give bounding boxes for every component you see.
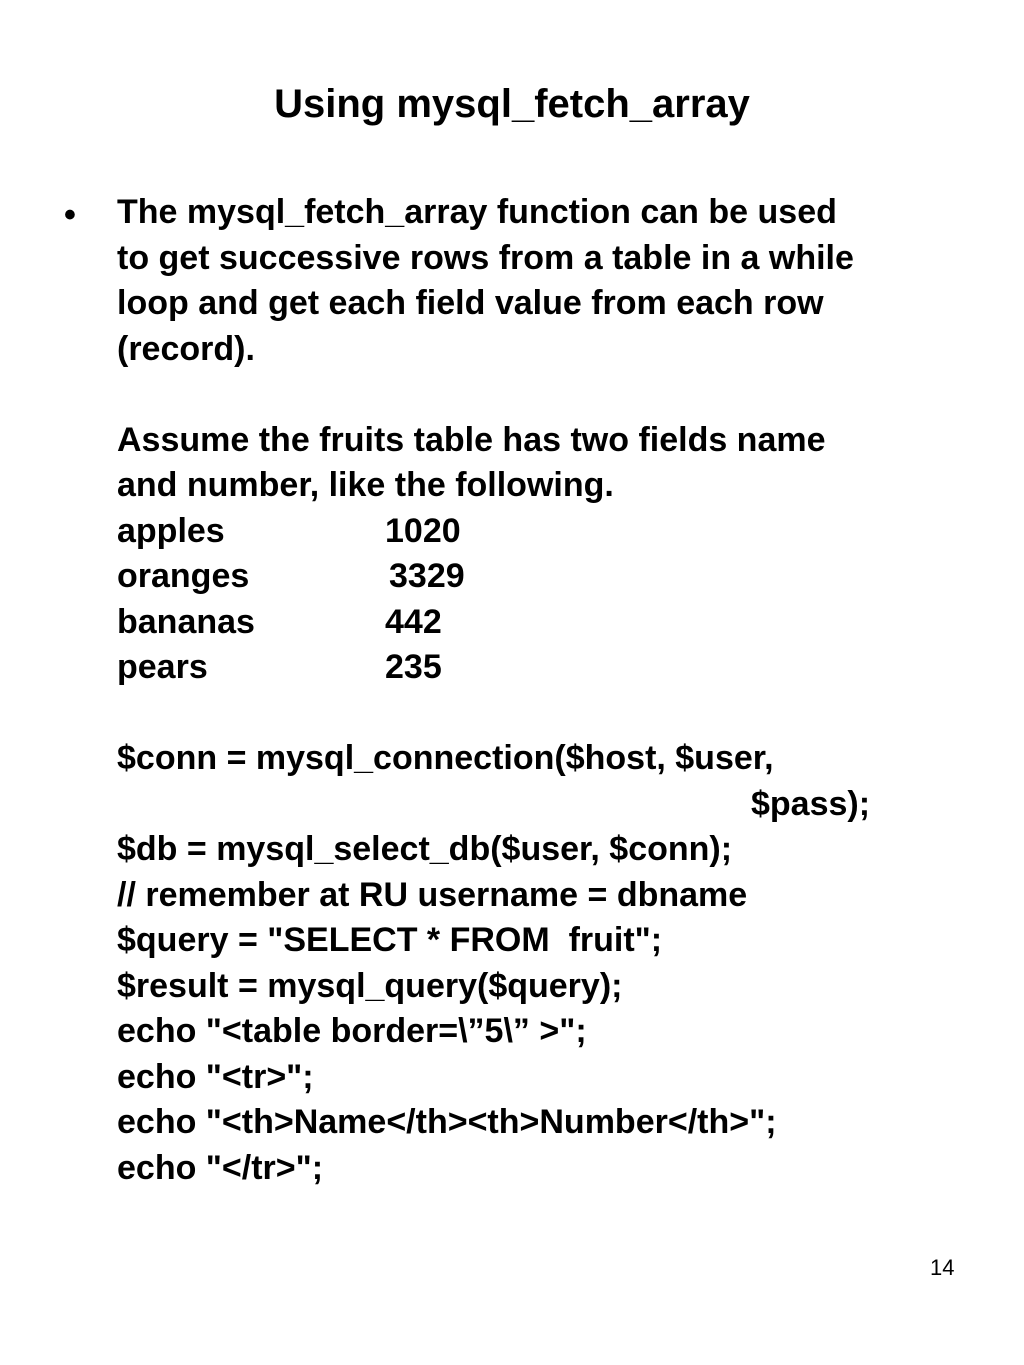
paragraph-line: The mysql_fetch_array function can be used xyxy=(117,193,837,231)
paragraph-line: Assume the fruits table has two fields name xyxy=(117,420,826,459)
fruit-number: 235 xyxy=(385,648,442,686)
slide-body xyxy=(117,190,977,1191)
fruit-row xyxy=(117,554,977,600)
fruit-row xyxy=(117,600,977,646)
code-line-continuation: $pass); xyxy=(751,784,871,823)
fruit-row xyxy=(117,645,977,691)
page-number: 14 xyxy=(930,1255,955,1280)
fruit-name: pears xyxy=(117,648,208,686)
code-line: echo "<table border=\”5\” >"; xyxy=(117,1012,587,1050)
slide-title: Using mysql_fetch_array xyxy=(274,82,750,126)
code-line: echo "<tr>"; xyxy=(117,1057,314,1096)
bullet-marker: • xyxy=(64,196,76,234)
code-line: $result = mysql_query($query); xyxy=(117,966,623,1005)
code-line: $conn = mysql_connection($host, $user, xyxy=(117,739,774,777)
fruit-row xyxy=(117,509,977,555)
code-line: $query = "SELECT * FROM fruit"; xyxy=(117,921,663,959)
blank-line xyxy=(117,372,977,418)
code-line: echo "</tr>"; xyxy=(117,1148,324,1187)
fruit-number: 1020 xyxy=(385,511,461,550)
code-comment-line: // remember at RU username = dbname xyxy=(117,875,748,914)
paragraph-line: to get successive rows from a table in a while xyxy=(117,238,854,277)
fruit-name: apples xyxy=(117,511,225,550)
code-line: $db = mysql_select_db($user, $conn); xyxy=(117,830,733,868)
fruit-name: bananas xyxy=(117,602,255,641)
paragraph-line: loop and get each field value from each row xyxy=(117,284,824,322)
blank-line xyxy=(117,691,977,737)
fruit-number: 442 xyxy=(385,602,442,641)
paragraph-line: and number, like the following. xyxy=(117,466,614,504)
paragraph-line: (record). xyxy=(117,329,255,368)
fruit-number: 3329 xyxy=(389,557,465,595)
fruit-name: oranges xyxy=(117,557,250,595)
code-line: echo "<th>Name</th><th>Number</th>"; xyxy=(117,1103,777,1141)
